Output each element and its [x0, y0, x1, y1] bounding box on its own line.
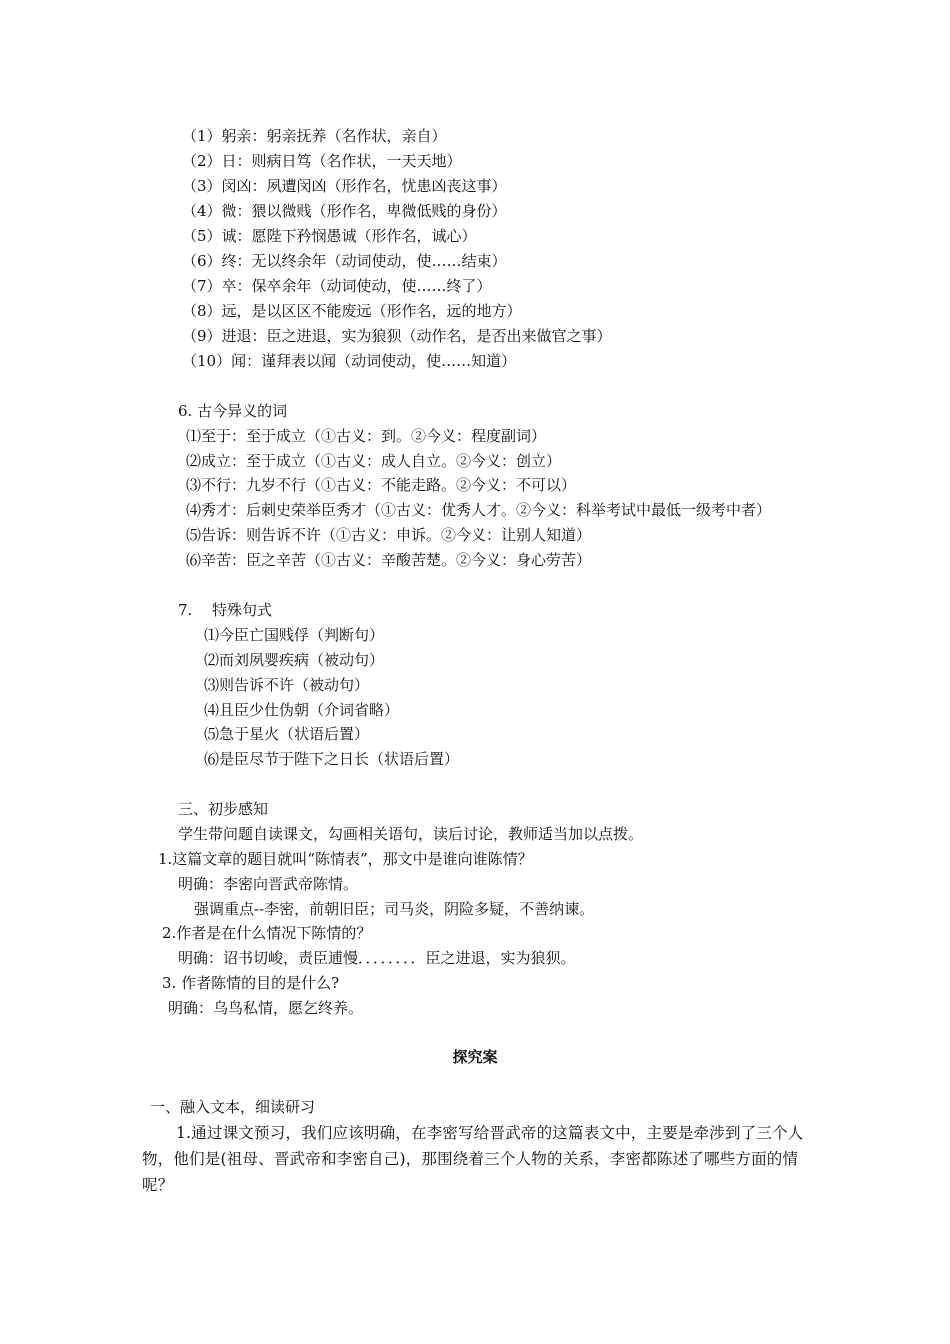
list-item: ⑹辛苦：臣之辛苦（①古义：辛酸苦楚。②今义：身心劳苦）	[186, 551, 592, 569]
list-item: （3）闵凶：夙遭闵凶（形作名，忧患凶丧这事）	[182, 177, 507, 195]
list-item: ⑴至于：至于成立（①古义：到。②今义：程度副词）	[186, 427, 547, 445]
list-item: ⑷且臣少仕伪朝（介词省略）	[204, 701, 400, 719]
section-heading: 一、融入文本，细读研习	[150, 1098, 316, 1116]
list-item: ⑵而刘夙婴疾病（被动句）	[204, 651, 385, 669]
answer: 明确：李密向晋武帝陈情。	[178, 875, 359, 893]
question: 2.作者是在什么情况下陈情的？	[162, 924, 372, 942]
answer: 强调重点--李密，前朝旧臣；司马炎，阴险多疑，不善纳谏。	[194, 900, 595, 918]
list-item: ⑸告诉：则告诉不许（①古义：申诉。②今义：让别人知道）	[186, 526, 592, 544]
paragraph: 1.通过课文预习，我们应该明确，在李密写给晋武帝的这篇表文中，主要是牵涉到了三个人物，他们是(祖母、晋武帝和李密自己)，那围绕着三个人物的关系，李密都陈述了哪些方面的情呢？	[142, 1124, 804, 1194]
list-item: （6）终：无以终余年（动词使动，使……结束）	[182, 252, 507, 270]
list-item: （8）远，是以区区不能废远（形作名，远的地方）	[182, 302, 522, 320]
question: 3. 作者陈情的目的是什么?	[162, 974, 340, 992]
list-item: ⑴今臣亡国贱俘（判断句）	[204, 626, 385, 644]
list-item: ⑹是臣尽节于陛下之日长（状语后置）	[204, 750, 460, 768]
paragraph: 学生带问题自读课文，勾画相关语句，读后讨论，教师适当加以点拨。	[178, 825, 644, 843]
list-item: （1）躬亲：躬亲抚养（名作状，亲自）	[182, 127, 447, 145]
question: 1.这篇文章的题目就叫“陈情表”，那文中是谁向谁陈情？	[158, 850, 533, 868]
section-heading	[178, 600, 272, 620]
section-title: 特殊句式	[212, 601, 273, 619]
answer: 明确：诏书切峻，责臣逋慢．．．．．．．．臣之进退，实为狼狈。	[178, 949, 576, 967]
page-title: 探究案	[452, 1048, 498, 1066]
section-heading: 三、初步感知	[178, 800, 269, 818]
list-item: ⑷秀才：后刺史荣举臣秀才（①古义：优秀人才。②今义：科举考试中最低一级考中者）	[186, 501, 772, 519]
answer: 明确：乌鸟私情，愿乞终养。	[168, 999, 364, 1017]
section-number: 7.	[178, 601, 193, 619]
list-item: （5）诚：愿陛下矜悯愚诚（形作名，诚心）	[182, 227, 477, 245]
list-item: （10）闻：谨拜表以闻（动词使动，使……知道）	[182, 352, 517, 370]
list-item: （2）日：则病日笃（名作状，一天天地）	[182, 152, 462, 170]
list-item: ⑵成立：至于成立（①古义：成人自立。②今义：创立）	[186, 452, 562, 470]
section-heading: 6. 古今异义的词	[178, 402, 288, 420]
list-item: ⑶则告诉不许（被动句）	[204, 676, 370, 694]
list-item: （7）卒：保卒余年（动词使动，使……终了）	[182, 277, 492, 295]
list-item: ⑸急于星火（状语后置）	[204, 725, 370, 743]
list-item: （9）进退：臣之进退，实为狼狈（动作名，是否出来做官之事）	[182, 327, 612, 345]
list-item: ⑶不行：九岁不行（①古义：不能走路。②今义：不可以）	[186, 476, 577, 494]
list-item: （4）微：猥以微贱（形作名，卑微低贱的身份）	[182, 202, 507, 220]
